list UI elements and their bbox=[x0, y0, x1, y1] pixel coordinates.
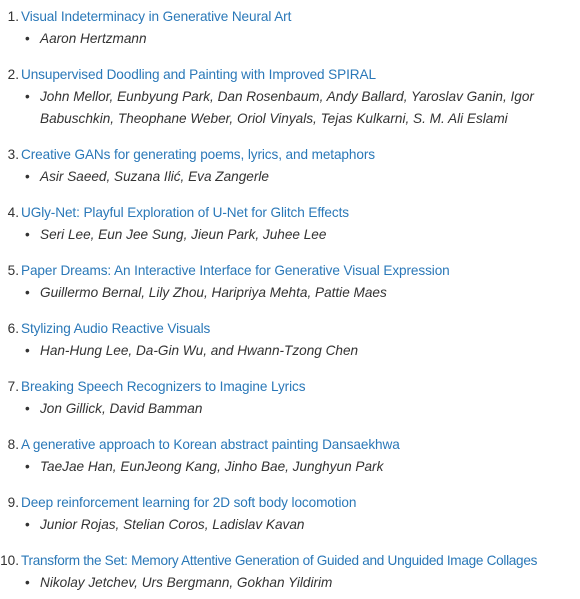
paper-authors-text: John Mellor, Eunbyung Park, Dan Rosenbaum, Andy Ballard, Yaroslav Ganin, Igor Babuschkin, Theophane Weber, Oriol Vinyals, Tejas Kulkarni, S. M. Ali Eslami bbox=[40, 89, 534, 126]
paper-number: 6. bbox=[7, 321, 19, 336]
paper-item bbox=[0, 492, 580, 536]
paper-title-link[interactable]: Breaking Speech Recognizers to Imagine Lyrics bbox=[21, 379, 306, 394]
paper-title-link[interactable]: A generative approach to Korean abstract painting Dansaekhwa bbox=[21, 437, 400, 452]
paper-title-link[interactable]: Creative GANs for generating poems, lyrics, and metaphors bbox=[21, 147, 375, 162]
paper-authors-text: Junior Rojas, Stelian Coros, Ladislav Kavan bbox=[40, 517, 305, 532]
paper-authors-text: Aaron Hertzmann bbox=[40, 31, 147, 46]
bullet-icon: • bbox=[25, 459, 30, 474]
paper-authors bbox=[21, 572, 580, 594]
bullet-icon: • bbox=[25, 575, 30, 590]
paper-number: 9. bbox=[7, 495, 19, 510]
paper-item bbox=[0, 202, 580, 246]
paper-title-link[interactable]: Stylizing Audio Reactive Visuals bbox=[21, 321, 211, 336]
paper-authors-text: Nikolay Jetchev, Urs Bergmann, Gokhan Yildirim bbox=[40, 575, 333, 590]
paper-authors-text: Seri Lee, Eun Jee Sung, Jieun Park, Juhee Lee bbox=[40, 227, 327, 242]
bullet-icon: • bbox=[25, 517, 30, 532]
paper-authors bbox=[21, 456, 580, 478]
paper-number: 3. bbox=[7, 147, 19, 162]
paper-item bbox=[0, 260, 580, 304]
paper-authors bbox=[21, 282, 580, 304]
paper-number: 5. bbox=[7, 263, 19, 278]
bullet-icon: • bbox=[25, 89, 30, 104]
bullet-icon: • bbox=[25, 31, 30, 46]
paper-authors bbox=[21, 166, 580, 188]
paper-item bbox=[0, 6, 580, 50]
paper-number: 2. bbox=[7, 67, 19, 82]
paper-item bbox=[0, 376, 580, 420]
paper-title-link[interactable]: Transform the Set: Memory Attentive Generation of Guided and Unguided Image Collages bbox=[21, 553, 538, 568]
paper-number: 8. bbox=[7, 437, 19, 452]
paper-authors-text: Asir Saeed, Suzana Ilić, Eva Zangerle bbox=[40, 169, 269, 184]
paper-item bbox=[0, 64, 580, 130]
paper-title-link[interactable]: UGly-Net: Playful Exploration of U-Net for Glitch Effects bbox=[21, 205, 349, 220]
paper-item bbox=[0, 550, 580, 594]
bullet-icon: • bbox=[25, 343, 30, 358]
bullet-icon: • bbox=[25, 169, 30, 184]
paper-authors-text: Han-Hung Lee, Da-Gin Wu, and Hwann-Tzong Chen bbox=[40, 343, 359, 358]
paper-number: 1. bbox=[7, 9, 19, 24]
paper-authors bbox=[21, 398, 580, 420]
paper-authors bbox=[21, 224, 580, 246]
paper-authors bbox=[21, 340, 580, 362]
paper-number: 7. bbox=[7, 379, 19, 394]
paper-item bbox=[0, 144, 580, 188]
paper-authors bbox=[21, 28, 580, 50]
paper-authors-text: Jon Gillick, David Bamman bbox=[40, 401, 203, 416]
paper-authors bbox=[21, 514, 580, 536]
paper-item bbox=[0, 318, 580, 362]
paper-number: 10. bbox=[0, 553, 19, 568]
paper-authors bbox=[21, 86, 580, 130]
paper-title-link[interactable]: Unsupervised Doodling and Painting with Improved SPIRAL bbox=[21, 67, 376, 82]
paper-title-link[interactable]: Deep reinforcement learning for 2D soft body locomotion bbox=[21, 495, 357, 510]
paper-authors-text: Guillermo Bernal, Lily Zhou, Haripriya Mehta, Pattie Maes bbox=[40, 285, 387, 300]
paper-number: 4. bbox=[7, 205, 19, 220]
bullet-icon: • bbox=[25, 227, 30, 242]
bullet-icon: • bbox=[25, 285, 30, 300]
paper-item bbox=[0, 434, 580, 478]
bullet-icon: • bbox=[25, 401, 30, 416]
paper-authors-text: TaeJae Han, EunJeong Kang, Jinho Bae, Junghyun Park bbox=[40, 459, 384, 474]
paper-title-link[interactable]: Visual Indeterminacy in Generative Neural Art bbox=[21, 9, 292, 24]
paper-title-link[interactable]: Paper Dreams: An Interactive Interface for Generative Visual Expression bbox=[21, 263, 450, 278]
